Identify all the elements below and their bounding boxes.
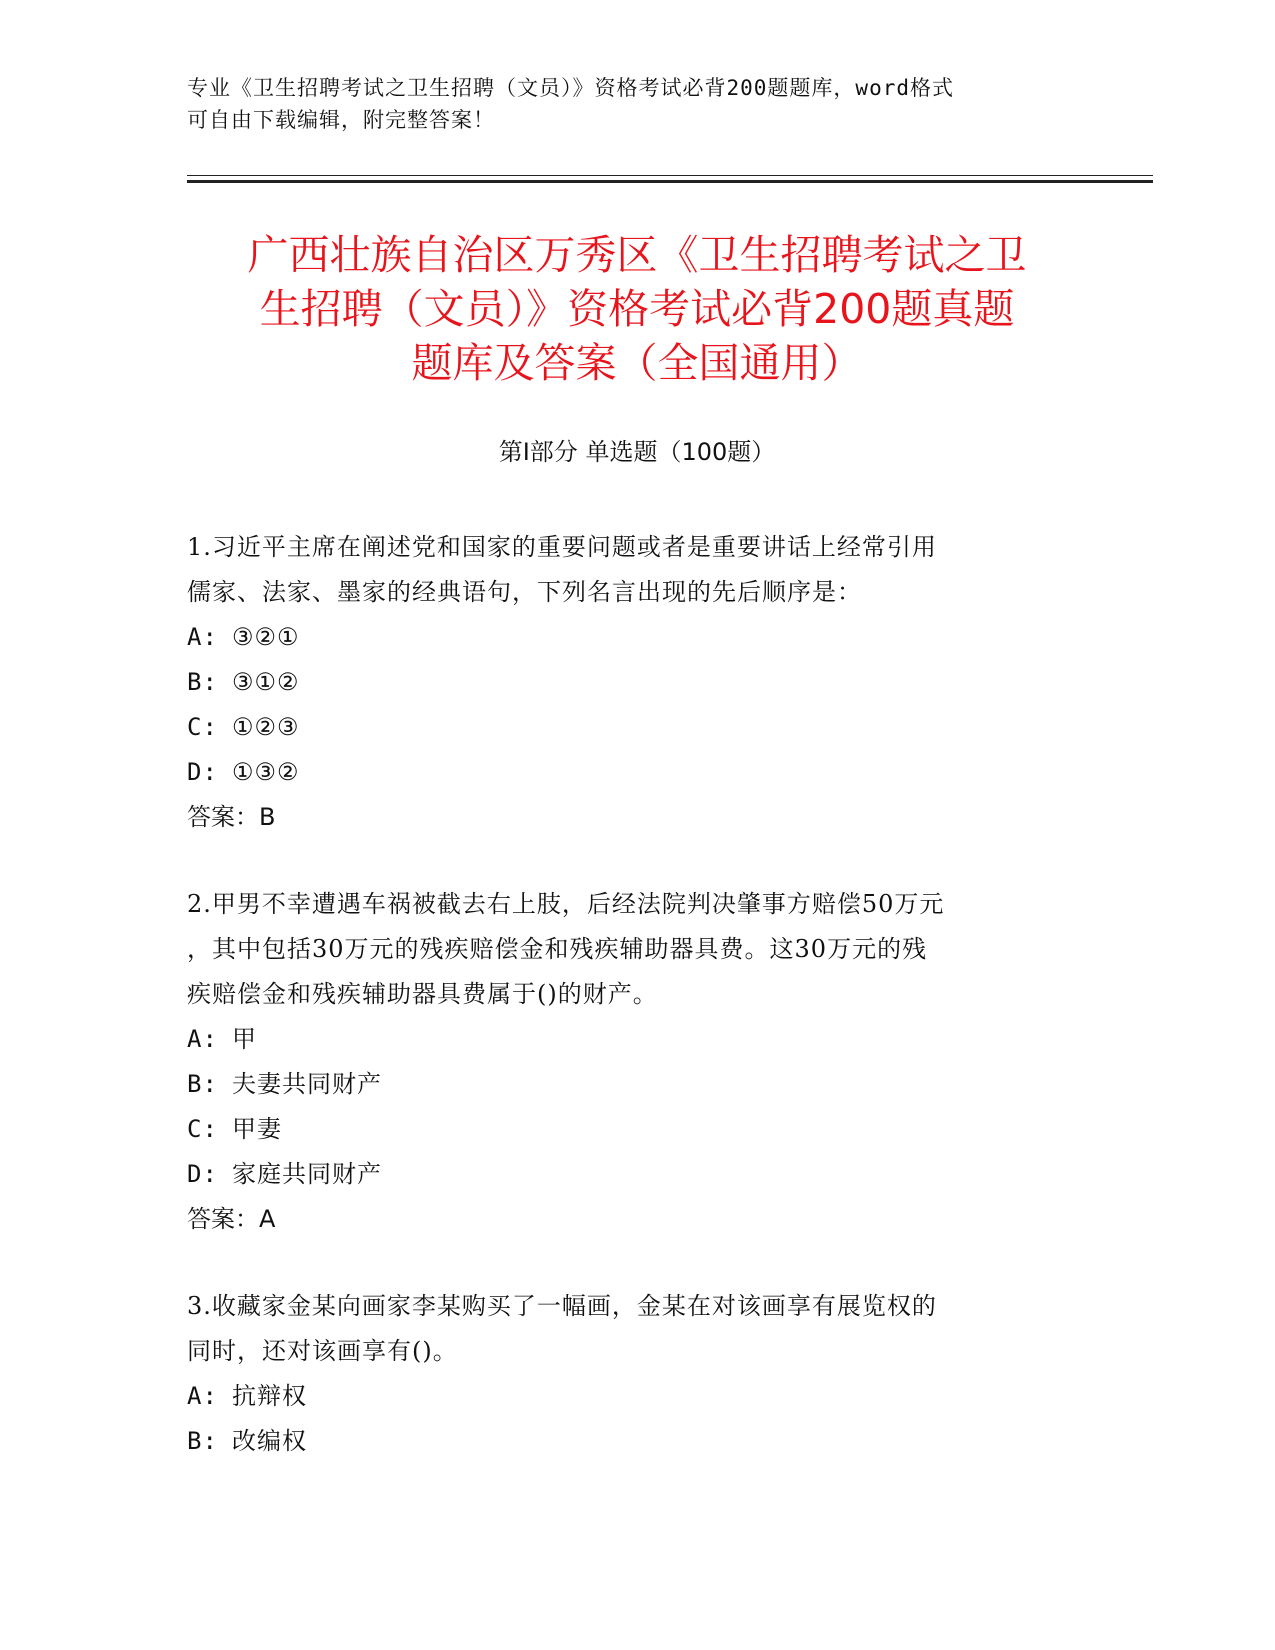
header-note-line-1: 专业《卫生招聘考试之卫生招聘（文员）》资格考试必背200题题库，word格式 bbox=[187, 76, 954, 100]
option-label: B: bbox=[187, 1427, 218, 1455]
question-stem-line: 儒家、法家、墨家的经典语句，下列名言出现的先后顺序是： bbox=[187, 578, 862, 606]
option-c bbox=[187, 705, 1067, 750]
option-label: C: bbox=[187, 713, 218, 741]
option-text: 抗辩权 bbox=[232, 1382, 307, 1410]
option-text: ③②① bbox=[232, 623, 300, 651]
option-label: A: bbox=[187, 1025, 218, 1053]
option-text: 夫妻共同财产 bbox=[232, 1070, 382, 1098]
answer-text: 答案：B bbox=[187, 803, 276, 831]
title-line-3: 题库及答案（全国通用） bbox=[411, 339, 863, 387]
option-label: D: bbox=[187, 758, 218, 786]
header-note bbox=[187, 72, 1067, 136]
question-stem-line: 2.甲男不幸遭遇车祸被截去右上肢，后经法院判决肇事方赔偿50万元 bbox=[187, 890, 945, 918]
header-divider-thin bbox=[187, 175, 1153, 176]
question-stem-line: 3.收藏家金某向画家李某购买了一幅画，金某在对该画享有展览权的 bbox=[187, 1292, 937, 1320]
option-text: 改编权 bbox=[232, 1427, 307, 1455]
option-text: 家庭共同财产 bbox=[232, 1160, 382, 1188]
option-text: ①②③ bbox=[232, 713, 300, 741]
option-d bbox=[187, 750, 1067, 795]
question-stem-line: 同时，还对该画享有()。 bbox=[187, 1337, 458, 1365]
option-label: A: bbox=[187, 623, 218, 651]
title-line-1: 广西壮族自治区万秀区《卫生招聘考试之卫 bbox=[247, 231, 1027, 279]
option-label: D: bbox=[187, 1160, 218, 1188]
option-label: B: bbox=[187, 1070, 218, 1098]
option-text: ①③② bbox=[232, 758, 300, 786]
option-a bbox=[187, 1374, 1067, 1419]
question-stem-line: 疾赔偿金和残疾辅助器具费属于()的财产。 bbox=[187, 980, 658, 1008]
answer-text: 答案：A bbox=[187, 1205, 276, 1233]
header-divider-thick bbox=[187, 180, 1153, 183]
option-b bbox=[187, 1062, 1067, 1107]
question-1 bbox=[187, 525, 1067, 840]
document-title bbox=[187, 228, 1087, 390]
option-b bbox=[187, 660, 1067, 705]
title-line-2: 生招聘（文员）》资格考试必背200题真题 bbox=[259, 285, 1015, 333]
option-c bbox=[187, 1107, 1067, 1152]
question-stem-line: 1.习近平主席在阐述党和国家的重要问题或者是重要讲话上经常引用 bbox=[187, 533, 937, 561]
question-2 bbox=[187, 882, 1067, 1242]
option-label: C: bbox=[187, 1115, 218, 1143]
option-a bbox=[187, 615, 1067, 660]
option-text: 甲 bbox=[232, 1025, 257, 1053]
question-stem bbox=[187, 525, 1067, 615]
option-d bbox=[187, 1152, 1067, 1197]
option-label: B: bbox=[187, 668, 218, 696]
section-heading: 第Ⅰ部分 单选题（100题） bbox=[498, 438, 776, 466]
question-stem bbox=[187, 1284, 1067, 1374]
option-label: A: bbox=[187, 1382, 218, 1410]
header-note-line-2: 可自由下载编辑，附完整答案！ bbox=[187, 108, 495, 132]
question-3 bbox=[187, 1284, 1067, 1464]
option-b bbox=[187, 1419, 1067, 1464]
option-a bbox=[187, 1017, 1067, 1062]
option-text: ③①② bbox=[232, 668, 300, 696]
question-stem-line: ，其中包括30万元的残疾赔偿金和残疾辅助器具费。这30万元的残 bbox=[187, 935, 928, 963]
question-stem bbox=[187, 882, 1067, 1017]
option-text: 甲妻 bbox=[232, 1115, 282, 1143]
